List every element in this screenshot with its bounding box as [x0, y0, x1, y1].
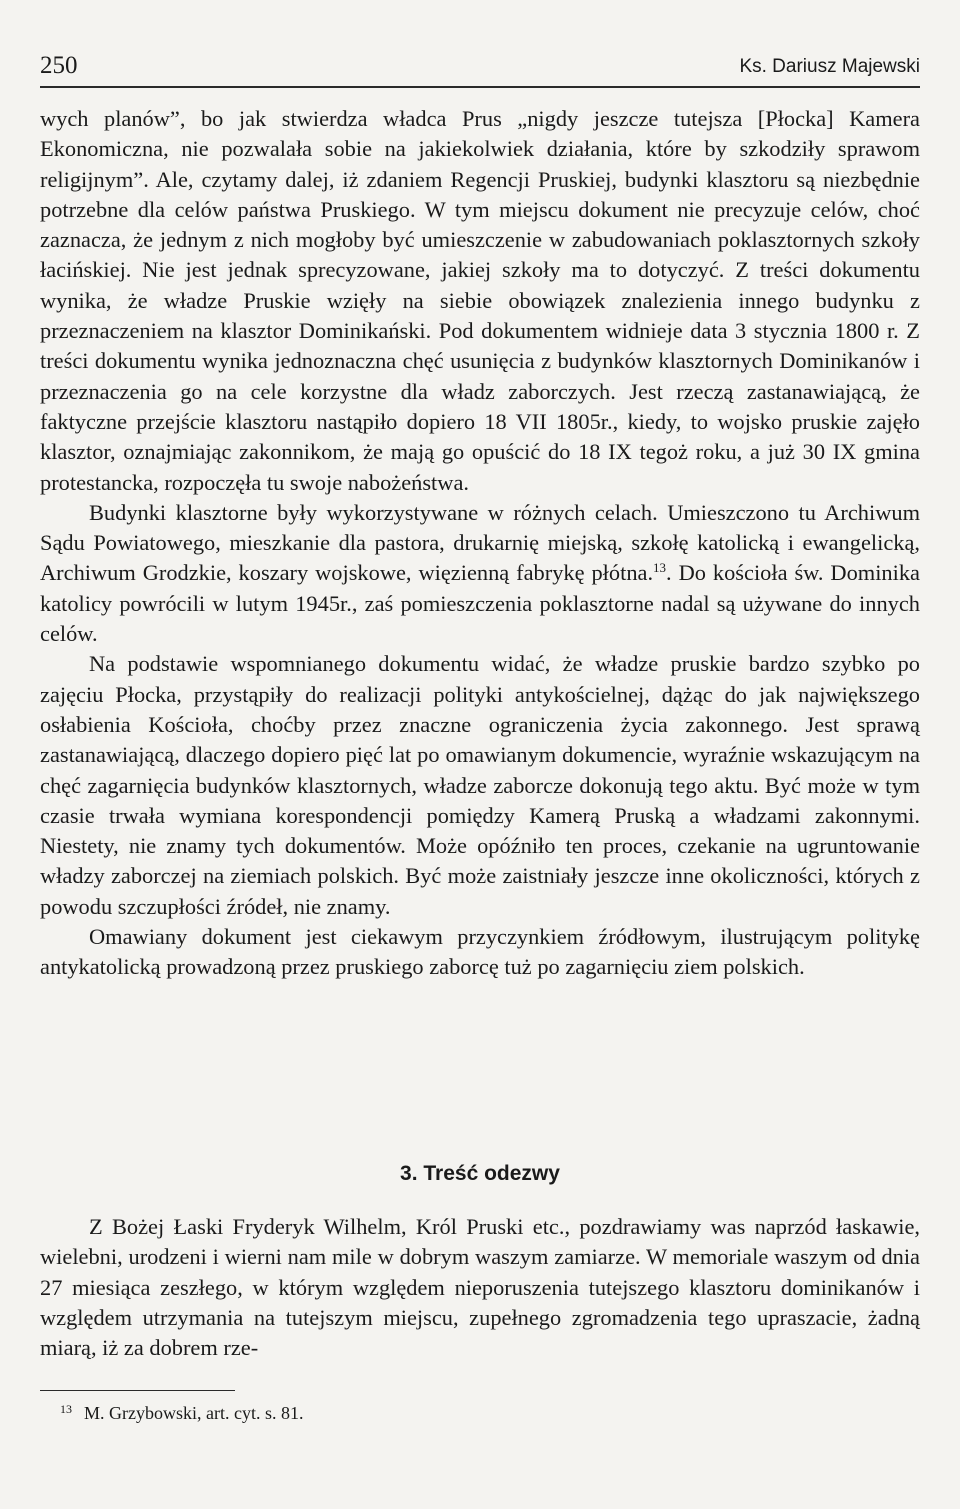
paragraph	[40, 649, 920, 922]
paragraph-text: . Do kościoła św. Dominika katolicy powrócili w lutym 1945r., zaś pomieszczenia poklasztorne nadal są używane do innych celów.	[40, 560, 920, 647]
footnote	[60, 1402, 303, 1424]
paragraph-text: wych planów”, bo jak stwierdza władca Prus „nigdy jeszcze tutejsza [Płocka] Kamera Ekonomiczna, nie pozwalała sobie na jakiekolwiek działania, które by szkodziły sprawom religijnym”. Ale, czytamy dalej, iż zdaniem Regencji Pruskiej, budynki klasztoru są niezbędnie potrzebne dla celów państwa Pruskiego. W tym miejscu dokument nie precyzuje celów, choć zaznacza, że jednym z nich mogłoby być umieszczenie w zabudowaniach poklasztornych szkoły łacińskiej. Nie jest jednak sprecyzowane, jakiej szkoły ma to dotyczyć. Z treści dokumentu wynika, że władze Pruskie wzięły na siebie obowiązek znalezienia innego budynku z przeznaczeniem na klasztor Dominikański. Pod dokumentem widnieje data 3 stycznia 1800 r. Z treści dokumentu wynika jednoznaczna chęć usunięcia z budynków klasztornych Dominikanów i przeznaczenia go na cele korzystne dla władz zaborczych. Jest rzeczą zastanawiającą, że faktyczne przejście klasztoru nastąpiło dopiero 18 VII 1805r., kiedy, to wojsko pruskie zajęło klasztor, oznajmiając zakonnikom, że mają go opuścić do 18 IX tegoż roku, a już 30 IX gmina protestancka, rozpoczęła tu swoje nabożeństwa.	[40, 106, 920, 495]
page-number: 250	[40, 52, 78, 79]
paragraph-text: Na podstawie wspomnianego dokumentu widać, że władze pruskie bardzo szybko po zajęciu Płocka, przystąpiły do realizacji polityki antykościelnej, dążąc do jak największego osłabienia Kościoła, choćby przez znaczne ograniczenia życia zakonnego. Jest sprawą zastanawiającą, dlaczego dopiero pięć lat po omawianym dokumencie, wyraźnie wskazującym na chęć zagarnięcia budynków klasztornych, władze zaborcze dokonują tego aktu. Być może w tym czasie trwała wymiana korespondencji pomiędzy Kamerą Pruską a władzami zakonnymi. Niestety, nie znamy tych dokumentów. Może opóźniło ten proces, czekanie na ugruntowanie władzy zaborczej na ziemiach polskich. Być może zaistniały jeszcze inne okoliczności, których z powodu szczupłości źródeł, nie znamy.	[40, 651, 920, 919]
page-header	[40, 52, 920, 88]
paragraph-text: Omawiany dokument jest ciekawym przyczynkiem źródłowym, ilustrującym politykę antykatolicką prowadzoną przez pruskiego zaborcę tuż po zagarnięciu ziem polskich.	[40, 924, 920, 980]
paragraph	[40, 104, 920, 498]
body-text	[40, 104, 920, 983]
section-title: 3. Treść odezwy	[400, 1162, 560, 1185]
paragraph-text: Budynki klasztorne były wykorzystywane w różnych celach. Umieszczono tu Archiwum Sądu Powiatowego, mieszkanie dla pastora, drukarnię miejską, szkołę katolicką i ewangelicką, Archiwum Grodzkie, koszary wojskowe, więzienną fabrykę płótna.	[40, 499, 920, 586]
footnote-divider	[40, 1390, 235, 1391]
footnote-text: M. Grzybowski, art. cyt. s. 81.	[84, 1403, 304, 1423]
section-body	[40, 1212, 920, 1363]
footnote-ref[interactable]: 13	[653, 560, 667, 576]
paragraph-text: Z Bożej Łaski Fryderyk Wilhelm, Król Pruski etc., pozdrawiamy was naprzód łaskawie, wielebni, urodzeni i wierni nam mile w dobrym waszym zamiarze. W memoriale waszym od dnia 27 miesiąca zeszłego, w którym względem nieporuszenia tutejszego klasztoru dominikanów i względem utrzymania na tutejszym miejscu, zupełnego zgromadzenia tego upraszacie, żadną miarą, iż za dobrem rze-	[40, 1214, 920, 1361]
footnote-number: 13	[60, 1402, 72, 1416]
paragraph	[40, 498, 920, 649]
paragraph	[40, 922, 920, 983]
running-head: Ks. Dariusz Majewski	[739, 56, 920, 77]
